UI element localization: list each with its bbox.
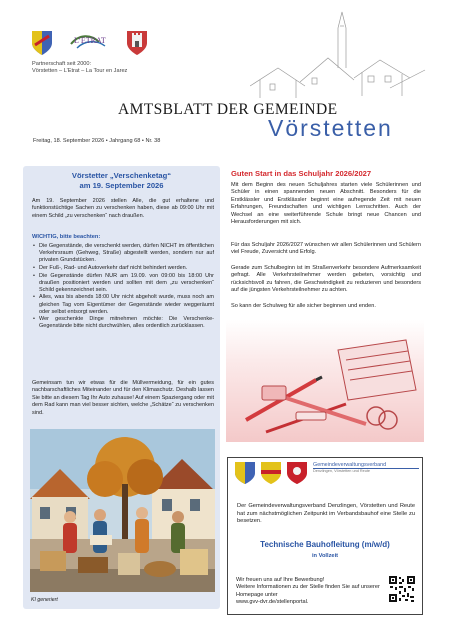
list-item: • Die Gegenstände, die verschenkt werden, dürfen NICHT im öffentlichen Verkehrsraum (Gehweg, Straße) abgestellt werden, sondern nur auf privaten Grundstücken. — [32, 243, 214, 264]
qr-code-icon[interactable] — [389, 576, 415, 602]
ad-members: Denzlingen, Vörstetten und Reute — [313, 469, 370, 473]
photo-caption: KI generiert — [31, 597, 58, 603]
list-item: • Die Gegenstände dürfen NUR am 19.09. von 09:00 bis 18:00 Uhr draußen positioniert werden und sollten mit dem „zu verschenken“ Schild gekennzeichnet sein. — [32, 273, 214, 294]
la-tour-crest-icon — [126, 30, 148, 56]
verschenketag-title-line-2: am 19. September 2026 — [79, 181, 164, 190]
ad-footer-line-1: Wir freuen uns auf Ihre Bewerbung! — [236, 577, 325, 583]
verschenketag-title-line-1: Vörstetter „Verschenketag“ — [71, 171, 172, 180]
verschenketag-closing: Gemeinsam tun wir etwas für die Müllvermeidung, für ein gutes nachbarschaftliches Miteinander und für den Klimaschutz. Deshalb lassen Sie bitte an diesem Tag Ihr Auto zuhause! Auf einem Spaziergang oder mit dem Rad kann man viel besser sichten, welche „Schätze“ zu verschenken sind. — [32, 380, 214, 416]
list-item: • Wer geschenkte Dinge mitnehmen möchte: Die Verschenke-Gegenstände bitte nicht durchwühlen, alles ordentlich zurücklassen. — [32, 316, 214, 330]
town-name: Vörstetten — [268, 115, 393, 141]
member-crests-icon — [233, 460, 311, 486]
verschenketag-title — [23, 171, 220, 191]
street-giveaway-photo — [30, 429, 215, 592]
letrat-logo — [69, 30, 121, 54]
partner-line-2: Vörstetten – L’Etrat – La Tour en Jarez — [32, 68, 128, 74]
verschenketag-intro: Am 19. September 2026 stellen Alle, die gut erhaltene und funktionstüchtige Sachen zu verschenken haben, diese ab 09:00 Uhr mit einem Schild „zu verschenken“ nach draußen. — [32, 198, 214, 219]
ad-footer — [236, 577, 386, 606]
partner-line-1: Partnerschaft seit 2000: — [32, 61, 92, 67]
ad-organization: Gemeindeverwaltungsverband — [313, 462, 387, 468]
ad-employment-type: in Vollzeit — [311, 553, 339, 559]
school-para-3: Gerade zum Schulbeginn ist im Straßenverkehr besondere Aufmerksamkeit gefragt. Alle Verkehrsteilnehmer werden gebeten, vorsichtig und rücksichtsvoll zu fahren, die Geschwindigkeit zu reduzieren und besonders auf die jüngsten Verkehrsteilnehmer zu achten. — [231, 265, 421, 294]
voerstetten-crest-icon — [31, 30, 53, 56]
school-para-4: So kann der Schulweg für alle sicher beginnen und enden. — [231, 303, 376, 309]
important-heading: WICHTIG, bitte beachten: — [32, 234, 101, 240]
ad-job-title: Technische Bauhofleitung (m/w/d) — [260, 540, 390, 549]
ad-footer-url[interactable]: www.gvv-dvr.de/stellenportal. — [236, 598, 309, 605]
school-para-1: Mit dem Beginn des neuen Schuljahres starten viele Schülerinnen und Schüler in einen spannenden neuen Abschnitt. Besonders für die Erstklässler und Erstklässler beginnt eine aufregende Zeit mit neuen Erfahrungen, Freundschaften und wichtigen Lernschritten. Auch der Wechsel an eine weiterführende Schule bringt neue Chancen und Herausforderungen mit sich. — [231, 182, 421, 226]
school-supplies-image — [226, 320, 424, 442]
publication-title: AMTSBLATT DER GEMEINDE — [118, 101, 338, 118]
issue-info: Freitag, 18. September 2026 • Jahrgang 68 • Nr. 38 — [33, 138, 161, 144]
village-skyline-illustration — [250, 8, 430, 103]
rules-list — [32, 243, 214, 331]
list-item: • Alles, was bis abends 18:00 Uhr nicht abgeholt wurde, muss noch am gleichen Tag vom Eigentümer der Gegenstände wieder weggeräumt oder selbst entsorgt werden. — [32, 294, 214, 315]
ad-intro: Der Gemeindeverwaltungsverband Denzlingen, Vörstetten und Reute hat zum nächstmöglichen Zeitpunkt im Verbandsbauhof eine Stelle zu besetzen. — [237, 503, 415, 524]
letrat-logo-text: L’ETRAT — [74, 36, 106, 45]
ad-footer-line-2: Weitere Informationen zu der Stelle finden Sie auf unserer Homepage unter — [236, 584, 380, 598]
school-article-title: Guten Start in das Schuljahr 2026/2027 — [231, 169, 372, 178]
school-para-2: Für das Schuljahr 2026/2027 wünschen wir allen Schülerinnen und Schülern viel Freude, Zuversicht und Erfolg. — [231, 242, 421, 256]
partnership-note — [32, 61, 127, 75]
list-item: • Der Fuß-, Rad- und Autoverkehr darf nicht behindert werden. — [32, 265, 214, 272]
